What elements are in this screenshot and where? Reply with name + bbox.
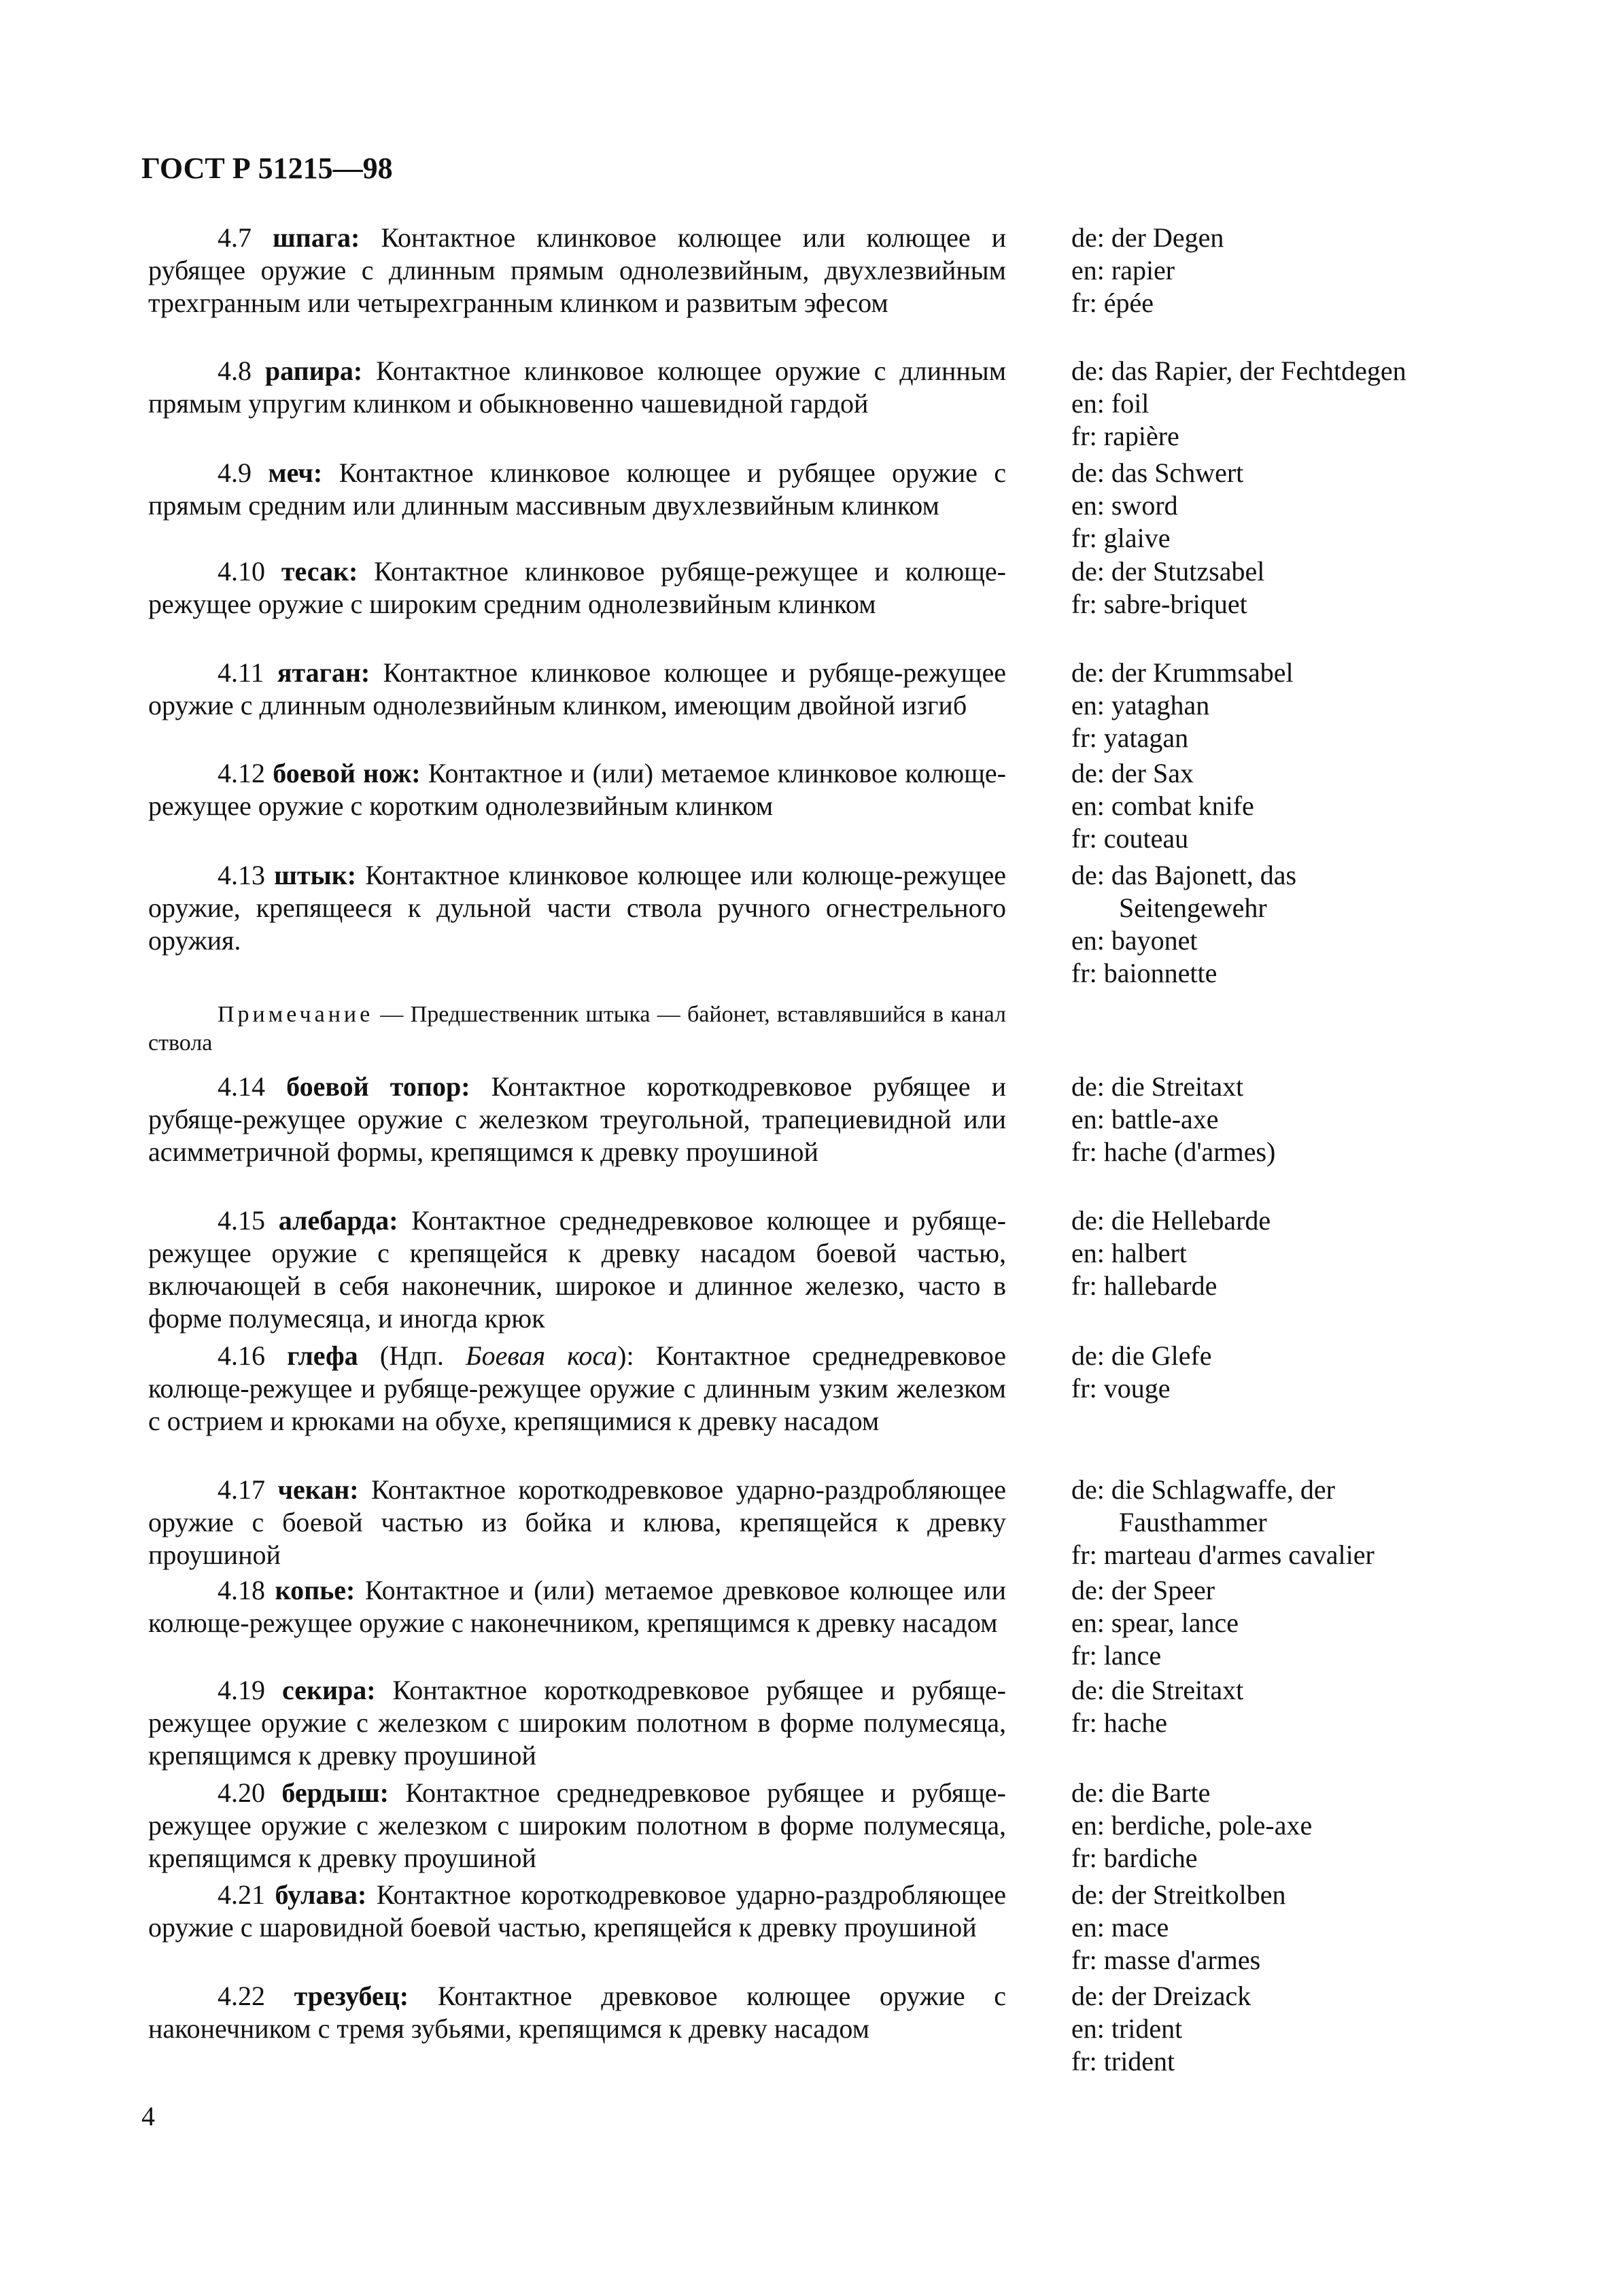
translation-line: de: die Streitaxt [1071,1071,1244,1102]
term-deprecated: Боевая коса [466,1340,618,1371]
definition-text: Контактное клинковое колющее оружие с длинным прямым упругим клинком и обыкновенно чашевидной гардой [148,355,1007,419]
standard-header: ГОСТ Р 51215—98 [141,152,393,185]
translation-line: Seitengewehr [1119,892,1267,923]
translation-line: fr: épée [1071,288,1154,318]
definition-text: Контактное клинковое колющее и рубящее оружие с прямым средним или длинным массивным двухлезвийным клинком [148,457,1006,521]
definition-text: Контактное среднедревковое колюще-режущее и рубяще-режущее оружие с длинным узким железком с острием и крюками на обухе, крепящимися к древку насадом [148,1340,1007,1436]
space [252,222,273,253]
note [148,1001,1006,1058]
translation-line: en: halbert [1071,1238,1187,1268]
term-name: тесак: [281,556,358,587]
definition-text: Контактное среднедревковое рубящее и рубяще-режущее оружие с железком с широким полотном в форме полумесяца, крепящимся к древку проушиной [148,1777,1006,1873]
term-number: 4.15 [218,1205,265,1236]
term-definition [148,1777,1006,1875]
definition-text: Контактное клинковое рубяще-режущее и колюще-режущее оружие с широким средним однолезвийным клинком [148,556,1007,619]
term-note-prefix: (Ндп. [358,1340,466,1371]
definition-text: Контактное короткодревковое ударно-раздробляющее оружие с шаровидной боевой частью, крепящейся к древку проушиной [148,1879,1007,1943]
translation-line: fr: lance [1071,1640,1162,1671]
translation-line: fr: baionnette [1071,958,1217,988]
translation-line: de: der Streitkolben [1071,1879,1286,1910]
translation-line: de: die Barte [1071,1777,1211,1808]
term-number: 4.19 [218,1675,265,1705]
translation-line: de: der Degen [1071,222,1224,253]
term-definition [148,1071,1006,1168]
term-name: глефа [287,1340,358,1371]
translation-line: fr: couteau [1071,823,1189,854]
term-definition [148,757,1006,822]
term-name: чекан: [277,1474,359,1505]
term-name: боевой топор: [286,1071,470,1102]
term-definition [148,1340,1006,1438]
space [265,1340,287,1371]
translation-line: fr: marteau d'armes cavalier [1071,1540,1375,1570]
translations [1071,1674,1561,1739]
translation-line: fr: hache [1071,1707,1168,1738]
term-definition [148,1474,1006,1571]
term-definition [148,355,1006,420]
term-name: рапира: [264,355,363,386]
term-number: 4.7 [218,222,252,253]
translation-line: de: das Schwert [1071,457,1244,488]
translation-line: de: der Stutzsabel [1071,556,1265,587]
term-name: секира: [281,1675,376,1705]
term-definition [148,222,1006,319]
term-note-suffix: ): [617,1340,634,1371]
translation-line: en: sword [1071,490,1178,521]
term-name: булава: [275,1879,367,1910]
term-number: 4.13 [218,860,265,890]
definition-text: Контактное древковое колющее оружие с наконечником с тремя зубьями, крепящимся к древку насадом [148,1981,1006,2044]
term-number: 4.20 [218,1777,265,1808]
translation-line: de: der Dreizack [1071,1981,1251,2011]
term-definition [148,1879,1006,1944]
translations [1071,555,1561,621]
definition-text: Контактное короткодревковое рубящее и рубяще-режущее оружие с железком треугольной, трапециевидной или асимметричной формы, крепящимся к древку проушиной [148,1071,1007,1167]
definition-text: Контактное клинковое колющее или колюще-режущее оружие, крепящееся к дульной части ствола ручного огнестрельного оружия. [148,860,1006,956]
space [265,860,274,890]
term-number: 4.9 [218,457,252,488]
translation-line: de: das Bajonett, das [1071,860,1297,890]
translation-line: de: der Speer [1071,1575,1215,1605]
definition-text: Контактное короткодревковое рубящее и рубяще-режущее оружие с железком с широким полотном в форме полумесяца, крепящимся к древку проушиной [148,1675,1007,1771]
space [265,1575,275,1605]
space [252,355,265,386]
term-number: 4.8 [218,355,252,386]
translation-line: fr: hache (d'armes) [1071,1136,1276,1167]
term-name: меч: [268,457,323,488]
translation-line: de: das Rapier, der Fechtdegen [1071,355,1406,386]
translations [1071,1340,1561,1405]
space [265,1777,281,1808]
term-definition [148,457,1006,522]
translation-line: de: die Glefe [1071,1340,1212,1371]
term-number: 4.10 [218,556,265,587]
space [265,1205,279,1236]
translation-line: fr: trident [1071,2046,1175,2076]
page-number: 4 [141,2101,155,2132]
translation-line: en: combat knife [1071,790,1254,821]
note-label: Примечание [218,1002,374,1027]
term-definition [148,859,1006,957]
space [264,657,277,688]
translation-line: en: trident [1071,2013,1183,2044]
translations [1071,1980,1561,2078]
term-number: 4.21 [218,1879,265,1910]
note-text: — Предшественник штыка — байонет, вставлявшийся в канал ствола [148,1002,1006,1056]
term-number: 4.11 [218,657,264,688]
space [265,1474,277,1505]
definition-text: Контактное короткодревковое ударно-раздробляющее оружие с боевой частью из бойка и клюва, крепящейся к древку проушиной [148,1474,1007,1570]
term-number: 4.17 [218,1474,265,1505]
term-name: шпага: [273,222,360,253]
definition-text: Контактное клинковое колющее и рубяще-режущее оружие с длинным однолезвийным клинком, имеющим двойной изгиб [148,657,1006,720]
term-name: копье: [275,1575,356,1605]
definition-text: Контактное и (или) метаемое клинковое колюще-режущее оружие с коротким однолезвийным клинком [148,758,1006,821]
translations [1071,1474,1561,1571]
translation-line: en: berdiche, pole-axe [1071,1810,1313,1841]
translation-line: en: spear, lance [1071,1607,1239,1638]
translation-line: fr: glaive [1071,523,1171,553]
translation-line: fr: sabre-briquet [1071,589,1247,619]
translation-line: en: mace [1071,1912,1169,1943]
term-number: 4.14 [218,1071,265,1102]
translation-line: fr: hallebarde [1071,1270,1217,1301]
term-number: 4.22 [218,1981,265,2011]
translations [1071,1574,1561,1672]
space [265,1981,294,2011]
translations [1071,355,1561,453]
term-definition [148,657,1006,722]
space [252,457,268,488]
term-name: ятаган: [277,657,370,688]
translation-line: Fausthammer [1119,1507,1267,1537]
translation-line: de: die Schlagwaffe, der [1071,1474,1335,1505]
translations [1071,1879,1561,1977]
translation-line: en: bayonet [1071,925,1198,956]
translations [1071,1204,1561,1302]
translation-line: en: battle-axe [1071,1104,1219,1134]
term-name: алебарда: [278,1205,398,1236]
translation-line: en: rapier [1071,255,1175,285]
term-name: трезубец: [294,1981,409,2011]
term-number: 4.12 [218,758,265,788]
translation-line: de: die Hellebarde [1071,1205,1271,1236]
term-definition [148,1980,1006,2045]
translations [1071,222,1561,319]
definition-text: Контактное среднедревковое колющее и рубяще-режущее оружие с крепящейся к древку насадом боевой частью, включающей в себя наконечник, широкое и длинное железко, часто в форме полумесяца, и иногда крюк [148,1205,1007,1334]
term-name: штык: [274,860,357,890]
term-definition [148,1204,1006,1335]
translations [1071,859,1561,990]
translations [1071,757,1561,855]
translation-line: de: die Streitaxt [1071,1675,1244,1705]
translation-line: fr: yatagan [1071,723,1189,753]
term-definition [148,1674,1006,1772]
space [265,556,281,587]
space [265,1675,282,1705]
term-definition [148,555,1006,621]
translation-line: fr: masse d'armes [1071,1945,1261,1975]
definition-text: Контактное клинковое колющее или колющее и рубящее оружие с длинным прямым однолезвийным, двухлезвийным трехгранным или четырехгранным клинком и развитым эфесом [148,222,1007,318]
translation-line: en: yataghan [1071,690,1210,720]
definition-text: Контактное и (или) метаемое древковое колющее или колюще-режущее оружие с наконечником, крепящимся к древку насадом [148,1575,1006,1638]
translation-line: en: foil [1071,388,1150,419]
term-definition [148,1574,1006,1639]
space [265,1071,286,1102]
term-name: боевой нож: [273,758,421,788]
translation-line: de: der Sax [1071,758,1194,788]
translations [1071,457,1561,555]
term-number: 4.16 [218,1340,265,1371]
term-number: 4.18 [218,1575,265,1605]
translation-line: de: der Krummsabel [1071,657,1294,688]
term-name: бердыш: [281,1777,389,1808]
translations [1071,1071,1561,1168]
translation-line: fr: rapière [1071,421,1179,451]
space [265,758,273,788]
space [265,1879,275,1910]
translations [1071,1777,1561,1875]
translation-line: fr: vouge [1071,1373,1171,1404]
translation-line: fr: bardiche [1071,1843,1198,1873]
translations [1071,657,1561,754]
